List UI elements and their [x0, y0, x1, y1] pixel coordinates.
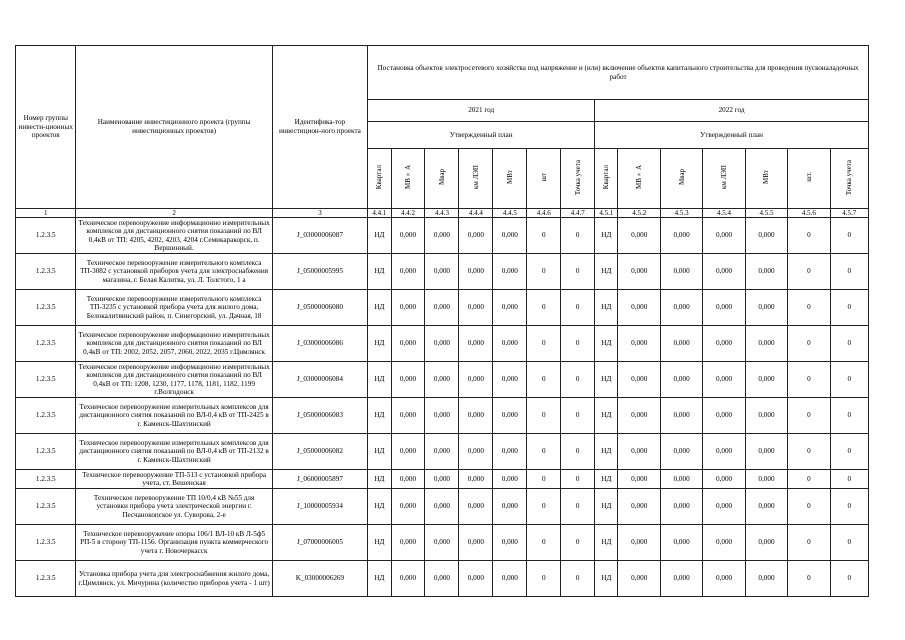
- value-cell: 0,000: [660, 362, 702, 398]
- value-cell: 0,000: [703, 254, 745, 290]
- project-name-cell: Техническое перевооружение опоры 106/1 ВЛ-10 кВ Л-5ф5 РП-5 в сторону ТП-1156. Организация пункта коммерческого учета г. Новочеркасск: [76, 525, 272, 561]
- value-cell: НД: [368, 434, 391, 470]
- value-cell: 0,000: [459, 434, 493, 470]
- value-cell: 0,000: [745, 434, 787, 470]
- column-number: 4.5.3: [660, 209, 702, 218]
- value-cell: 0,000: [425, 398, 459, 434]
- value-cell: 0: [561, 362, 595, 398]
- value-cell: НД: [368, 470, 391, 489]
- value-cell: 0: [527, 398, 561, 434]
- value-cell: 0,000: [493, 326, 527, 362]
- project-name-cell: Техническое перевооружение измерительных комплексов для дистанционного снятия показаний по ВЛ-0,4 кВ от ТП-2425 в г. Каменск-Шахтинский: [76, 398, 272, 434]
- project-name-cell: Установка прибора учета для электроснабжения жилого дома, г.Цимлянск, ул. Мичурина (количество приборов учета - 1 шт): [76, 561, 272, 597]
- project-name-cell: Техническое перевооружение измерительного комплекса ТП-3082 с установкой приборов учета для электроснабжения магазина, г. Белая Калитва, ул. Л. Толстого, 1 а: [76, 254, 272, 290]
- subcol-header-2022: [595, 149, 618, 209]
- value-cell: НД: [368, 362, 391, 398]
- value-cell: 0: [561, 561, 595, 597]
- value-cell: НД: [595, 290, 618, 326]
- value-cell: 0,000: [703, 525, 745, 561]
- value-cell: 0,000: [493, 561, 527, 597]
- value-cell: 0,000: [493, 470, 527, 489]
- project-name-cell: Техническое перевооружение информационно измерительных комплексов для дистанционного снятия показаний по ВЛ 0,4кВ от ТП: 1208, 1230, 1177, 1178, 1181, 1182, 1199 г.Волгодонск: [76, 362, 272, 398]
- value-cell: 0,000: [459, 470, 493, 489]
- value-cell: 0,000: [745, 525, 787, 561]
- value-cell: 0: [788, 362, 830, 398]
- value-cell: 0,000: [425, 254, 459, 290]
- project-id-cell: J_06000005897: [272, 470, 367, 489]
- value-cell: 0: [788, 254, 830, 290]
- subcol-label: Точка учета: [845, 159, 854, 195]
- value-cell: 0,000: [745, 398, 787, 434]
- project-id-cell: J_05000006080: [272, 290, 367, 326]
- value-cell: 0,000: [660, 218, 702, 254]
- value-cell: 0,000: [618, 525, 660, 561]
- value-cell: 0: [830, 398, 868, 434]
- value-cell: 0,000: [459, 290, 493, 326]
- subcol-header-2022: [788, 149, 830, 209]
- project-id-cell: J_03000006084: [272, 362, 367, 398]
- value-cell: 0,000: [459, 398, 493, 434]
- project-name-cell: Техническое перевооружение ТП 10/0,4 кВ №55 для установки прибора учета электрической энергии г. Песчанокопское ул. Суворова, 2-е: [76, 489, 272, 525]
- value-cell: 0,000: [660, 525, 702, 561]
- subcol-header-2021: [425, 149, 459, 209]
- value-cell: 0,000: [745, 561, 787, 597]
- value-cell: 0,000: [745, 218, 787, 254]
- value-cell: 0,000: [425, 489, 459, 525]
- subcol-header-2021: [391, 149, 425, 209]
- value-cell: 0: [830, 489, 868, 525]
- value-cell: 0: [830, 290, 868, 326]
- subcol-label: Мвар: [677, 169, 686, 186]
- value-cell: 0: [830, 254, 868, 290]
- subcol-header-2021: [493, 149, 527, 209]
- project-name-cell: Техническое перевооружение измерительного комплекса ТП-3235 с установкой прибора учета для жилого дома, Белокалитвинский район, п. Синегорский, ул. Дачная, 18: [76, 290, 272, 326]
- value-cell: НД: [595, 326, 618, 362]
- column-number: 4.5.2: [618, 209, 660, 218]
- value-cell: 0,000: [703, 434, 745, 470]
- value-cell: 0,000: [391, 525, 425, 561]
- value-cell: 0: [788, 326, 830, 362]
- table-row: [16, 362, 869, 398]
- value-cell: 0: [788, 434, 830, 470]
- value-cell: 0,000: [618, 326, 660, 362]
- value-cell: 0,000: [618, 561, 660, 597]
- value-cell: 0,000: [391, 398, 425, 434]
- subcol-label: км ЛЭП: [720, 165, 729, 190]
- value-cell: 0,000: [660, 561, 702, 597]
- value-cell: НД: [368, 326, 391, 362]
- group-number-cell: 1.2.3.5: [16, 326, 76, 362]
- value-cell: 0,000: [618, 470, 660, 489]
- value-cell: 0: [788, 398, 830, 434]
- value-cell: 0,000: [493, 398, 527, 434]
- header-project-name: Наименование инвестиционного проекта (группы инвестиционных проектов): [76, 46, 272, 209]
- value-cell: 0,000: [618, 362, 660, 398]
- header-year-2022: 2022 год: [595, 100, 869, 122]
- value-cell: 0,000: [493, 218, 527, 254]
- value-cell: 0,000: [391, 290, 425, 326]
- value-cell: 0: [527, 362, 561, 398]
- column-number: 4.5.5: [745, 209, 787, 218]
- value-cell: 0,000: [745, 290, 787, 326]
- value-cell: НД: [368, 290, 391, 326]
- table-row: [16, 254, 869, 290]
- header-identifier: Идентифика-тор инвестицион-ного проекта: [272, 46, 367, 209]
- value-cell: 0: [788, 218, 830, 254]
- value-cell: 0,000: [745, 326, 787, 362]
- value-cell: 0: [527, 525, 561, 561]
- value-cell: 0,000: [618, 398, 660, 434]
- project-name-cell: Техническое перевооружение информационно измерительных комплексов для дистанционного снятия показаний по ВЛ 0,4кВ от ТП: 2002, 2052, 2057, 2060, 2022, 2035 г.Цимлянск: [76, 326, 272, 362]
- subcol-header-2022: [660, 149, 702, 209]
- value-cell: 0,000: [703, 489, 745, 525]
- value-cell: 0,000: [391, 489, 425, 525]
- group-number-cell: 1.2.3.5: [16, 489, 76, 525]
- header-approved-plan-2021: Утвержденный план: [368, 122, 595, 149]
- value-cell: 0,000: [618, 254, 660, 290]
- value-cell: 0: [527, 290, 561, 326]
- table-row: [16, 218, 869, 254]
- group-number-cell: 1.2.3.5: [16, 218, 76, 254]
- value-cell: 0,000: [391, 434, 425, 470]
- subcol-label: Квартал: [602, 165, 611, 190]
- value-cell: 0: [561, 489, 595, 525]
- value-cell: 0,000: [618, 489, 660, 525]
- value-cell: 0,000: [618, 290, 660, 326]
- value-cell: 0: [561, 218, 595, 254]
- value-cell: 0: [527, 561, 561, 597]
- group-number-cell: 1.2.3.5: [16, 290, 76, 326]
- value-cell: 0,000: [618, 218, 660, 254]
- project-name-cell: Техническое перевооружение информационно измерительных комплексов для дистанционного снятия показаний по ВЛ 0,4кВ от ТП: 4205, 4202, 4203, 4204 г.Семикаракорск, п. Вершинный.: [76, 218, 272, 254]
- value-cell: 0,000: [425, 525, 459, 561]
- value-cell: НД: [368, 398, 391, 434]
- subcol-header-2022: [830, 149, 868, 209]
- column-number: 4.4.5: [493, 209, 527, 218]
- value-cell: 0: [830, 470, 868, 489]
- value-cell: 0,000: [745, 489, 787, 525]
- value-cell: 0,000: [493, 525, 527, 561]
- value-cell: 0,000: [425, 434, 459, 470]
- value-cell: НД: [595, 525, 618, 561]
- group-number-cell: 1.2.3.5: [16, 362, 76, 398]
- value-cell: 0,000: [391, 326, 425, 362]
- value-cell: 0,000: [660, 434, 702, 470]
- value-cell: 0: [830, 218, 868, 254]
- value-cell: 0: [788, 290, 830, 326]
- header-commissioning: Постановка объектов электросетевого хозяйства под напряжение и (или) включение объектов капитального строительства для проведения пусконаладочных работ: [368, 46, 869, 100]
- subcol-label: шт: [539, 172, 548, 182]
- investment-projects-table: [15, 45, 869, 597]
- value-cell: 0,000: [703, 362, 745, 398]
- value-cell: 0,000: [493, 362, 527, 398]
- value-cell: 0,000: [391, 470, 425, 489]
- value-cell: 0: [527, 489, 561, 525]
- column-number: 4.4.7: [561, 209, 595, 218]
- subcol-header-2022: [703, 149, 745, 209]
- value-cell: 0: [561, 290, 595, 326]
- value-cell: 0,000: [425, 326, 459, 362]
- project-id-cell: J_03000006087: [272, 218, 367, 254]
- header-approved-plan-2022: Утвержденный план: [595, 122, 869, 149]
- value-cell: 0: [527, 434, 561, 470]
- value-cell: 0,000: [459, 362, 493, 398]
- value-cell: 0,000: [703, 218, 745, 254]
- value-cell: 0,000: [459, 218, 493, 254]
- value-cell: 0,000: [660, 254, 702, 290]
- value-cell: 0: [527, 326, 561, 362]
- value-cell: 0: [561, 254, 595, 290]
- value-cell: 0: [561, 470, 595, 489]
- value-cell: НД: [595, 434, 618, 470]
- value-cell: 0,000: [391, 254, 425, 290]
- value-cell: 0,000: [391, 561, 425, 597]
- subcol-label: Квартал: [375, 165, 384, 190]
- subcol-label: шт.: [804, 172, 813, 183]
- project-id-cell: J_10000005934: [272, 489, 367, 525]
- subcol-header-2021: [368, 149, 391, 209]
- value-cell: 0,000: [391, 218, 425, 254]
- value-cell: НД: [595, 561, 618, 597]
- value-cell: НД: [595, 218, 618, 254]
- value-cell: 0,000: [660, 290, 702, 326]
- value-cell: 0: [527, 218, 561, 254]
- value-cell: 0: [830, 525, 868, 561]
- subcol-header-2021: [561, 149, 595, 209]
- value-cell: 0,000: [425, 290, 459, 326]
- value-cell: НД: [368, 561, 391, 597]
- value-cell: 0,000: [459, 561, 493, 597]
- value-cell: НД: [368, 254, 391, 290]
- value-cell: 0,000: [703, 470, 745, 489]
- subcol-label: МВ×А: [635, 165, 644, 190]
- group-number-cell: 1.2.3.5: [16, 254, 76, 290]
- column-number: 4.4.2: [391, 209, 425, 218]
- value-cell: НД: [368, 489, 391, 525]
- value-cell: НД: [595, 362, 618, 398]
- table-row: [16, 326, 869, 362]
- header-year-2021: 2021 год: [368, 100, 595, 122]
- value-cell: 0,000: [459, 254, 493, 290]
- value-cell: 0: [561, 398, 595, 434]
- column-number: 4.4.4: [459, 209, 493, 218]
- value-cell: 0: [830, 326, 868, 362]
- value-cell: НД: [368, 218, 391, 254]
- value-cell: 0,000: [660, 489, 702, 525]
- column-number: 2: [76, 209, 272, 218]
- value-cell: 0: [788, 561, 830, 597]
- project-id-cell: J_05000006083: [272, 398, 367, 434]
- value-cell: 0,000: [459, 489, 493, 525]
- table-row: [16, 561, 869, 597]
- project-id-cell: J_07000006005: [272, 525, 367, 561]
- value-cell: НД: [368, 525, 391, 561]
- value-cell: 0,000: [493, 489, 527, 525]
- header-group-number: Номер группы инвести-ционных проектов: [16, 46, 76, 209]
- value-cell: НД: [595, 489, 618, 525]
- table-row: [16, 290, 869, 326]
- column-number: 4.5.7: [830, 209, 868, 218]
- value-cell: 0,000: [425, 470, 459, 489]
- group-number-cell: 1.2.3.5: [16, 434, 76, 470]
- value-cell: 0: [830, 434, 868, 470]
- value-cell: 0,000: [660, 398, 702, 434]
- project-name-cell: Техническое перевооружение ТП-513 с установкой прибора учета, ст. Вешенская: [76, 470, 272, 489]
- group-number-cell: 1.2.3.5: [16, 561, 76, 597]
- table-row: [16, 470, 869, 489]
- table-row: [16, 398, 869, 434]
- value-cell: 0: [561, 434, 595, 470]
- value-cell: 0,000: [493, 254, 527, 290]
- column-number: 4.5.4: [703, 209, 745, 218]
- subcol-header-2021: [459, 149, 493, 209]
- value-cell: 0,000: [745, 470, 787, 489]
- group-number-cell: 1.2.3.5: [16, 398, 76, 434]
- project-id-cell: J_05000005995: [272, 254, 367, 290]
- value-cell: 0,000: [703, 326, 745, 362]
- value-cell: 0: [830, 362, 868, 398]
- value-cell: 0,000: [425, 362, 459, 398]
- column-number: 1: [16, 209, 76, 218]
- project-name-cell: Техническое перевооружение измерительных комплексов для дистанционного снятия показаний по ВЛ-0,4 кВ от ТП-2132 в г. Каменск-Шахтинский: [76, 434, 272, 470]
- column-number: 4.4.6: [527, 209, 561, 218]
- group-number-cell: 1.2.3.5: [16, 470, 76, 489]
- table-row: [16, 525, 869, 561]
- value-cell: 0,000: [493, 434, 527, 470]
- value-cell: 0: [830, 561, 868, 597]
- value-cell: 0: [788, 470, 830, 489]
- value-cell: 0: [561, 326, 595, 362]
- value-cell: 0,000: [660, 470, 702, 489]
- subcol-label: км ЛЭП: [471, 165, 480, 190]
- value-cell: 0,000: [459, 525, 493, 561]
- table-row: [16, 489, 869, 525]
- project-id-cell: J_05000006082: [272, 434, 367, 470]
- value-cell: НД: [595, 470, 618, 489]
- value-cell: 0,000: [425, 218, 459, 254]
- value-cell: 0,000: [703, 561, 745, 597]
- value-cell: 0,000: [391, 362, 425, 398]
- column-number: 4.5.6: [788, 209, 830, 218]
- value-cell: 0,000: [660, 326, 702, 362]
- value-cell: 0,000: [493, 290, 527, 326]
- column-number: 4.4.1: [368, 209, 391, 218]
- value-cell: 0: [527, 254, 561, 290]
- value-cell: 0: [788, 489, 830, 525]
- value-cell: 0,000: [745, 254, 787, 290]
- value-cell: 0,000: [703, 290, 745, 326]
- value-cell: 0,000: [745, 362, 787, 398]
- value-cell: 0,000: [425, 561, 459, 597]
- subcol-label: Точка учета: [573, 159, 582, 195]
- value-cell: НД: [595, 398, 618, 434]
- column-number: 4.4.3: [425, 209, 459, 218]
- subcol-label: МВт: [505, 170, 514, 185]
- column-number: 4.5.1: [595, 209, 618, 218]
- value-cell: 0,000: [459, 326, 493, 362]
- value-cell: 0,000: [618, 434, 660, 470]
- subcol-label: МВ×А: [404, 165, 412, 190]
- value-cell: 0: [561, 525, 595, 561]
- subcol-header-2022: [618, 149, 660, 209]
- project-id-cell: K_03000006269: [272, 561, 367, 597]
- value-cell: 0: [527, 470, 561, 489]
- subcol-label: Мвар: [437, 169, 446, 186]
- value-cell: НД: [595, 254, 618, 290]
- project-id-cell: J_03000006086: [272, 326, 367, 362]
- column-number: 3: [272, 209, 367, 218]
- subcol-label: МВт: [762, 170, 771, 185]
- subcol-header-2022: [745, 149, 787, 209]
- group-number-cell: 1.2.3.5: [16, 525, 76, 561]
- subcol-header-2021: [527, 149, 561, 209]
- value-cell: 0,000: [703, 398, 745, 434]
- table-row: [16, 434, 869, 470]
- value-cell: 0: [788, 525, 830, 561]
